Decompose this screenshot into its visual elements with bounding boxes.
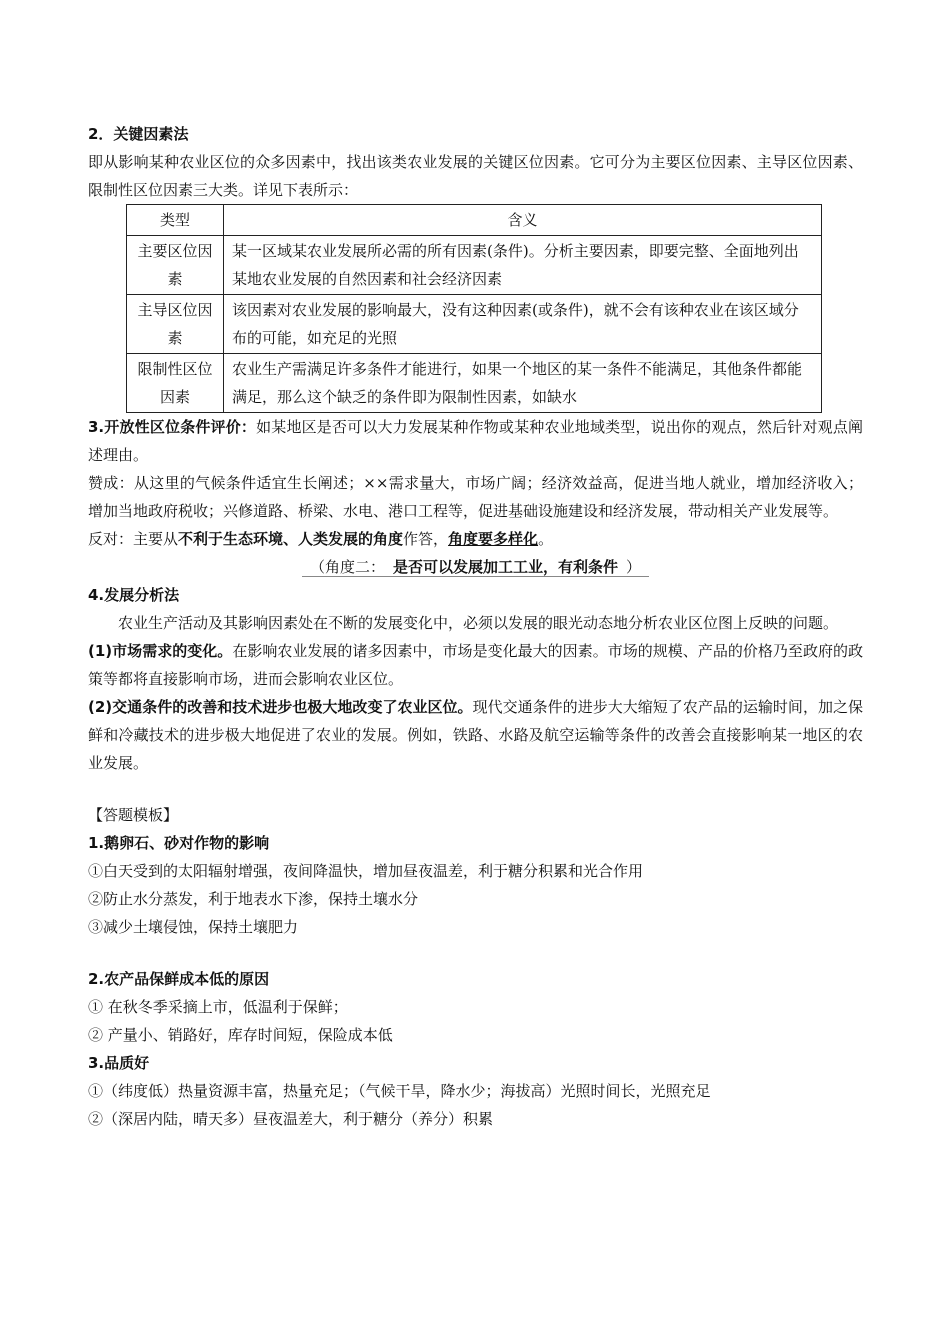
- table-row: [127, 295, 822, 354]
- list-item: ① 在秋冬季采摘上市，低温利于保鲜；: [88, 998, 348, 1016]
- list-item: ② 产量小、销路好，库存时间短，保险成本低: [88, 1026, 393, 1044]
- table-header-type: 类型: [127, 205, 224, 236]
- template-1-heading: 1.鹅卵石、砂对作物的影响: [88, 834, 270, 852]
- point-2-title: (2)交通条件的改善和技术进步也极大地改变了农业区位。: [88, 698, 473, 716]
- section-3-support: 赞成：从这里的气候条件适宜生长阐述；××需求量大，市场广阔；经济效益高，促进当地人就业，增加经济收入；增加当地政府税收；兴修道路、桥梁、水电、港口工程等，促进基础设施建设和经济发展，带动相关产业发展等。: [88, 474, 863, 520]
- table-row: [127, 354, 822, 413]
- section-3-paragraph: [88, 413, 863, 469]
- list-item: ②（深居内陆，晴天多）昼夜温差大，利于糖分（养分）积累: [88, 1110, 494, 1128]
- list-item: ②防止水分蒸发，利于地表水下渗，保持土壤水分: [88, 890, 419, 908]
- oppose-prefix: 反对：主要从: [88, 530, 179, 548]
- point-1-title: (1)市场需求的变化。: [88, 642, 233, 660]
- angle-text: 是否可以发展加工工业，有利条件: [389, 558, 622, 577]
- oppose-angle: 不利于生态环境、人类发展的角度: [178, 530, 404, 548]
- template-title: 【答题模板】: [88, 806, 179, 824]
- angle-prefix: （角度二：: [306, 558, 389, 577]
- angle-two-wrapper: [302, 558, 649, 577]
- template-2-heading: 2.农产品保鲜成本低的原因: [88, 970, 270, 988]
- section-4-heading: 4.发展分析法: [88, 586, 180, 604]
- point-1-text: 在影响农业发展的诸多因素中，市场是变化最大的因素。市场的规模、产品的价格乃至政府的政策等都将直接影响市场，进而会影响农业区位。: [88, 642, 863, 688]
- table-row: [127, 236, 822, 295]
- table-header-meaning: 含义: [224, 205, 822, 236]
- document-page: [88, 120, 863, 1133]
- section-2-heading: 2．关键因素法: [88, 125, 189, 143]
- section-4-point-2: [88, 693, 863, 777]
- angle-suffix: ）: [622, 558, 645, 577]
- list-item: ①（纬度低）热量资源丰富，热量充足；（气候干旱，降水少；海拔高）光照时间长，光照充足: [88, 1082, 711, 1100]
- table-cell-type: 主要区位因素: [127, 236, 224, 295]
- section-3-question: 如某地区是否可以大力发展某种作物或某种农业地域类型，说出你的观点，然后针对观点阐述理由。: [88, 418, 863, 464]
- section-3-oppose: [88, 525, 863, 553]
- oppose-end: 。: [538, 530, 554, 548]
- oppose-diverse: 角度要多样化: [448, 530, 539, 548]
- point-2-text: 现代交通条件的进步大大缩短了农产品的运输时间，加之保鲜和冷藏技术的进步极大地促进了农业的发展。例如，铁路、水路及航空运输等条件的改善会直接影响某一地区的农业发展。: [88, 698, 863, 772]
- section-2-intro: 即从影响某种农业区位的众多因素中，找出该类农业发展的关键区位因素。它可分为主要区位因素、主导区位因素、限制性区位因素三大类。详见下表所示：: [88, 153, 863, 199]
- table-cell-meaning: 该因素对农业发展的影响最大，没有这种因素(或条件)，就不会有该种农业在该区域分布的可能，如充足的光照: [224, 295, 822, 354]
- template-3-heading: 3.品质好: [88, 1054, 150, 1072]
- table-cell-type: 限制性区位因素: [127, 354, 224, 413]
- list-item: ①白天受到的太阳辐射增强，夜间降温快，增加昼夜温差，利于糖分积累和光合作用: [88, 862, 644, 880]
- section-4-point-1: [88, 637, 863, 693]
- section-3-heading: 3.开放性区位条件评价：: [88, 418, 257, 436]
- angle-two-note: [88, 553, 863, 581]
- section-4-intro: 农业生产活动及其影响因素处在不断的发展变化中，必须以发展的眼光动态地分析农业区位图上反映的问题。: [118, 614, 839, 632]
- oppose-mid: 作答，: [403, 530, 449, 548]
- factor-table: [126, 204, 822, 413]
- table-cell-meaning: 某一区域某农业发展所必需的所有因素(条件)。分析主要因素，即要完整、全面地列出某地农业发展的自然因素和社会经济因素: [224, 236, 822, 295]
- table-cell-type: 主导区位因素: [127, 295, 224, 354]
- spacer: [88, 777, 863, 801]
- spacer: [88, 941, 863, 965]
- table-cell-meaning: 农业生产需满足许多条件才能进行，如果一个地区的某一条件不能满足，其他条件都能满足，那么这个缺乏的条件即为限制性因素，如缺水: [224, 354, 822, 413]
- list-item: ③减少土壤侵蚀，保持土壤肥力: [88, 918, 299, 936]
- table-header-row: [127, 205, 822, 236]
